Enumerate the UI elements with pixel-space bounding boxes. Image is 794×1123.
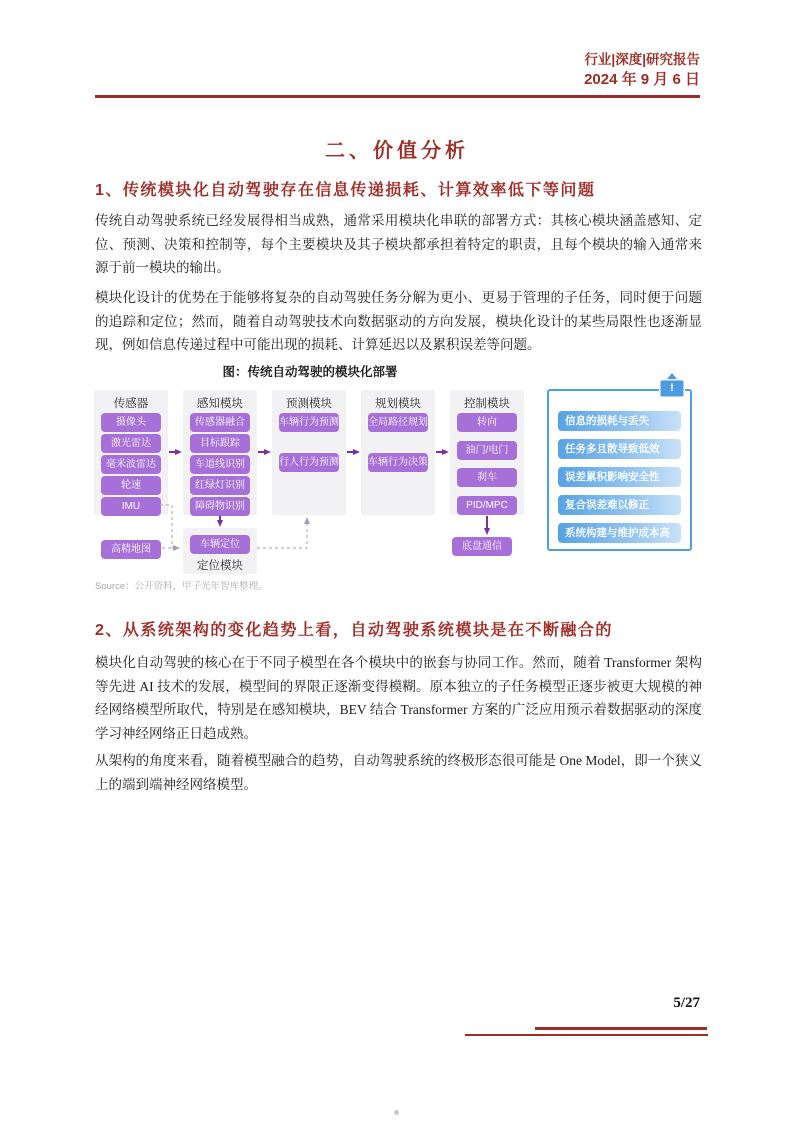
figure-title: 图：传统自动驾驶的模块化部署 — [222, 365, 398, 379]
header-rule — [95, 95, 700, 98]
figure-modular-deployment — [0, 362, 794, 598]
throttle-box: 油门/电门 — [457, 441, 517, 460]
section-2-heading: 2、从系统架构的变化趋势上看，自动驾驶系统模块是在不断融合的 — [95, 622, 613, 639]
control-column-header: 控制模块 — [464, 398, 510, 410]
perception-column-header: 感知模块 — [197, 398, 243, 410]
sensor-fusion-box: 传感器融合 — [190, 413, 250, 432]
page-title: 二、价值分析 — [325, 140, 469, 162]
pid-mpc-box: PID/MPC — [457, 496, 517, 515]
page-number: 5/27 — [673, 995, 700, 1011]
radar-box: 毫米波雷达 — [101, 455, 161, 474]
issue-error-accumulation: 误差累积影响安全性 — [558, 467, 681, 487]
brake-box: 刹车 — [457, 468, 517, 487]
object-tracking-box: 目标跟踪 — [190, 434, 250, 453]
perception-column — [183, 390, 257, 515]
warning-icon: ! — [659, 379, 685, 398]
traffic-light-box: 红绿灯识别 — [190, 476, 250, 495]
prediction-column-header: 预测模块 — [286, 398, 332, 410]
issue-maintenance-cost: 系统构建与维护成本高 — [558, 523, 681, 543]
planning-column-header: 规划模块 — [375, 398, 421, 410]
pedestrian-behavior-pred-box: 行人行为预测 — [279, 453, 339, 472]
vehicle-behavior-pred-box: 车辆行为预测 — [279, 413, 339, 432]
issue-compound-error: 复合误差难以修正 — [558, 495, 681, 515]
global-path-box: 全局路径规划 — [368, 413, 428, 432]
steering-box: 转向 — [457, 413, 517, 432]
report-category: 行业|深度|研究报告 — [584, 52, 700, 67]
planning-column — [361, 390, 435, 515]
footer-rule-thin — [465, 1034, 708, 1036]
section-1-paragraph-2: 模块化设计的优势在于能够将复杂的自动驾驶任务分解为更小、更易于管理的子任务，同时便于问题的追踪和定位；然而，随着自动驾驶技术向数据驱动的方向发展，模块化设计的某些局限性也逐渐显现，例如信息传递过程中可能出现的损耗、计算延迟以及累积误差等问题。 — [95, 290, 702, 352]
section-2-paragraph-2: 从架构的角度来看，随着模型融合的趋势，自动驾驶系统的终极形态很可能是 One Model，即一个狭义上的端到端神经网络模型。 — [95, 753, 702, 792]
sensor-column — [94, 390, 168, 515]
prediction-column — [272, 390, 346, 515]
localization-module — [183, 528, 257, 574]
camera-box: 摄像头 — [101, 413, 161, 432]
sensor-column-header: 传感器 — [113, 398, 149, 410]
report-header — [584, 51, 700, 90]
obstacle-box: 障碍物识别 — [190, 497, 250, 516]
footer-rule-thick — [535, 1027, 707, 1030]
section-1-heading: 1、传统模块化自动驾驶存在信息传递损耗、计算效率低下等问题 — [95, 182, 596, 199]
chassis-comm-box: 底盘通信 — [452, 537, 512, 556]
issues-panel — [547, 389, 692, 551]
lidar-box: 激光雷达 — [101, 434, 161, 453]
figure-source: Source：公开资料，甲子光年智库整理。 — [95, 581, 268, 592]
section-2-paragraph-1: 模块化自动驾驶的核心在于不同子模型在各个模块中的嵌套与协同工作。然而，随着 Transformer 架构等先进 AI 技术的发展，模型间的界限正逐渐变得模糊。原本独立的子任务模型正逐步被更大规模的神经网络模型所取代，特别是在感知模块，BEV 结合 Transformer 方案的广泛应用预示着数据驱动的深度学习神经网络正日趋成熟。 — [95, 655, 702, 741]
section-1-paragraph-1: 传统自动驾驶系统已经发展得相当成熟，通常采用模块化串联的部署方式：其核心模块涵盖感知、定位、预测、决策和控制等，每个主要模块及其子模块都承担着特定的职责，且每个模块的输入通常来源于前一模块的输出。 — [95, 213, 702, 275]
issue-info-loss: 信息的损耗与丢失 — [558, 411, 681, 431]
control-column — [450, 390, 524, 515]
hd-map-box: 高精地图 — [101, 540, 161, 559]
report-date: 2024 年 9 月 6 日 — [584, 71, 700, 88]
issue-inefficiency: 任务多且散导致低效 — [558, 439, 681, 459]
bottom-dot — [394, 1110, 399, 1115]
localization-module-label: 定位模块 — [197, 560, 243, 572]
imu-box: IMU — [101, 497, 161, 516]
decision-box: 车辆行为决策 — [368, 453, 428, 472]
lane-detect-box: 车道线识别 — [190, 455, 250, 474]
wheelspeed-box: 轮速 — [101, 476, 161, 495]
vehicle-localization-box: 车辆定位 — [190, 535, 250, 554]
